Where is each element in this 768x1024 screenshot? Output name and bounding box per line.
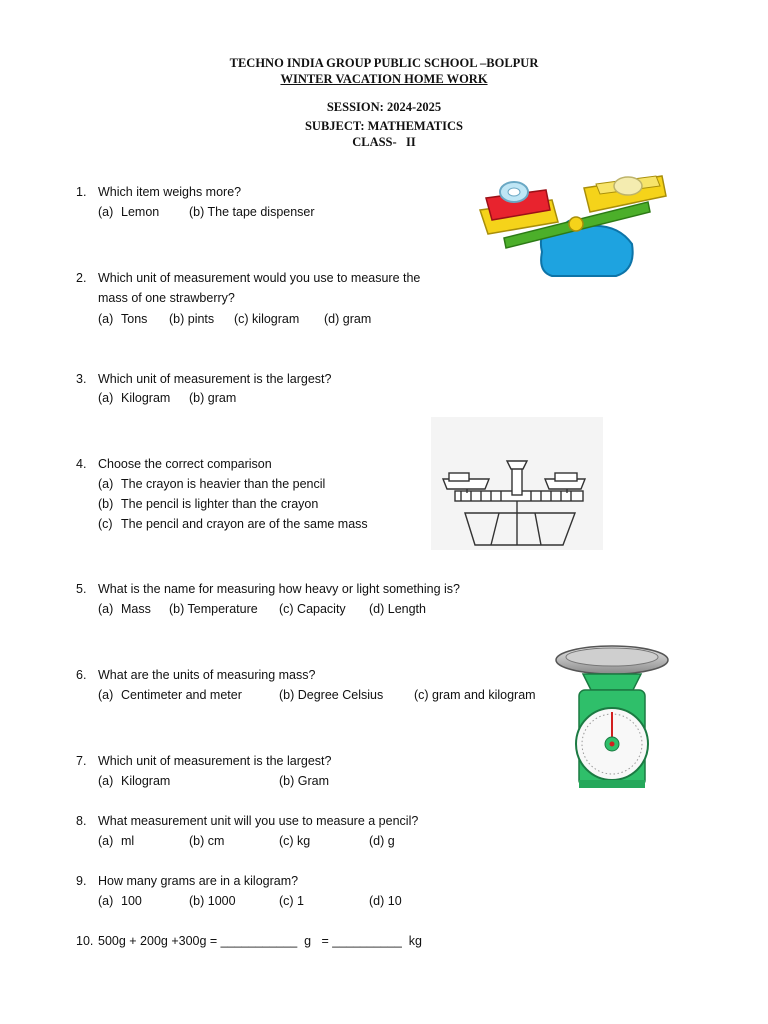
q3-option-b: (b) gram: [189, 391, 237, 405]
q5-option-c: (c) Capacity: [279, 602, 346, 616]
q5-option-a-label: (a): [98, 602, 114, 616]
homework-title: WINTER VACATION HOME WORK: [280, 72, 488, 86]
q9-text: How many grams are in a kilogram?: [98, 874, 299, 888]
school-name: TECHNO INDIA GROUP PUBLIC SCHOOL –BOLPUR: [229, 56, 539, 70]
lemon: [614, 177, 642, 195]
q5-number: 5.: [76, 582, 87, 596]
q8-option-c: (c) kg: [279, 834, 311, 848]
q6-number: 6.: [76, 668, 87, 682]
q8-option-a: ml: [121, 834, 135, 848]
q8-option-d: (d) g: [369, 834, 395, 848]
q6-option-a: Centimeter and meter: [121, 688, 242, 702]
q4-option-a-label: (a): [98, 477, 114, 491]
q2-text-line2: mass of one strawberry?: [98, 291, 235, 305]
class: CLASS- II: [352, 135, 416, 149]
kitchen-scale-illustration: [553, 640, 671, 792]
toy-balance-illustration: [476, 172, 670, 284]
q3-number: 3.: [76, 372, 87, 386]
q5-option-a: Mass: [121, 602, 151, 616]
q2-option-c: (c) kilogram: [234, 312, 300, 326]
q6-option-c: (c) gram and kilogram: [414, 688, 536, 702]
q2-option-d: (d) gram: [324, 312, 372, 326]
q8-option-b: (b) cm: [189, 834, 225, 848]
q1-option-b: (b) The tape dispenser: [189, 205, 315, 219]
q5-option-b: (b) Temperature: [169, 602, 258, 616]
balance-stand: [465, 513, 575, 545]
q9-number: 9.: [76, 874, 87, 888]
q8-text: What measurement unit will you use to measure a pencil?: [98, 814, 419, 828]
q10-number: 10.: [76, 934, 94, 948]
q4-option-c: The pencil and crayon are of the same mass: [121, 517, 368, 531]
balance-pivot: [569, 217, 583, 231]
q3-option-a: Kilogram: [121, 391, 171, 405]
q6-text: What are the units of measuring mass?: [98, 668, 316, 682]
q8-number: 8.: [76, 814, 87, 828]
q2-text-line1: Which unit of measurement would you use to measure the: [98, 271, 421, 285]
q6-option-a-label: (a): [98, 688, 114, 702]
q7-option-a-label: (a): [98, 774, 114, 788]
q7-number: 7.: [76, 754, 87, 768]
q10-text: 500g + 200g +300g = ___________ g = __________ kg: [98, 934, 422, 948]
pan-balance-illustration: [431, 417, 603, 550]
homework-title-wrap: [0, 72, 768, 87]
q5-text: What is the name for measuring how heavy or light something is?: [98, 582, 460, 596]
q1-text: Which item weighs more?: [98, 185, 242, 199]
q4-number: 4.: [76, 457, 87, 471]
q9-option-b: (b) 1000: [189, 894, 236, 908]
q2-option-a-label: (a): [98, 312, 114, 326]
q3-option-a-label: (a): [98, 391, 114, 405]
q3-text: Which unit of measurement is the largest?: [98, 372, 332, 386]
q4-option-c-label: (c): [98, 517, 113, 531]
q2-option-b: (b) pints: [169, 312, 215, 326]
q2-number: 2.: [76, 271, 87, 285]
q9-option-d: (d) 10: [369, 894, 402, 908]
q7-option-b: (b) Gram: [279, 774, 329, 788]
q6-option-b: (b) Degree Celsius: [279, 688, 384, 702]
session: SESSION: 2024-2025: [326, 100, 442, 114]
q8-option-a-label: (a): [98, 834, 114, 848]
q5-option-d: (d) Length: [369, 602, 426, 616]
q1-option-a: Lemon: [121, 205, 160, 219]
q9-option-a: 100: [121, 894, 142, 908]
q4-option-b: The pencil is lighter than the crayon: [121, 497, 319, 511]
q1-number: 1.: [76, 185, 87, 199]
q4-option-b-label: (b): [98, 497, 114, 511]
q7-option-a: Kilogram: [121, 774, 171, 788]
q1-option-a-label: (a): [98, 205, 114, 219]
q4-option-a: The crayon is heavier than the pencil: [121, 477, 326, 491]
subject: SUBJECT: MATHEMATICS: [304, 119, 463, 133]
q7-text: Which unit of measurement is the largest?: [98, 754, 332, 768]
q9-option-c: (c) 1: [279, 894, 304, 908]
q2-option-a: Tons: [121, 312, 148, 326]
q4-text: Choose the correct comparison: [98, 457, 272, 471]
q9-option-a-label: (a): [98, 894, 114, 908]
